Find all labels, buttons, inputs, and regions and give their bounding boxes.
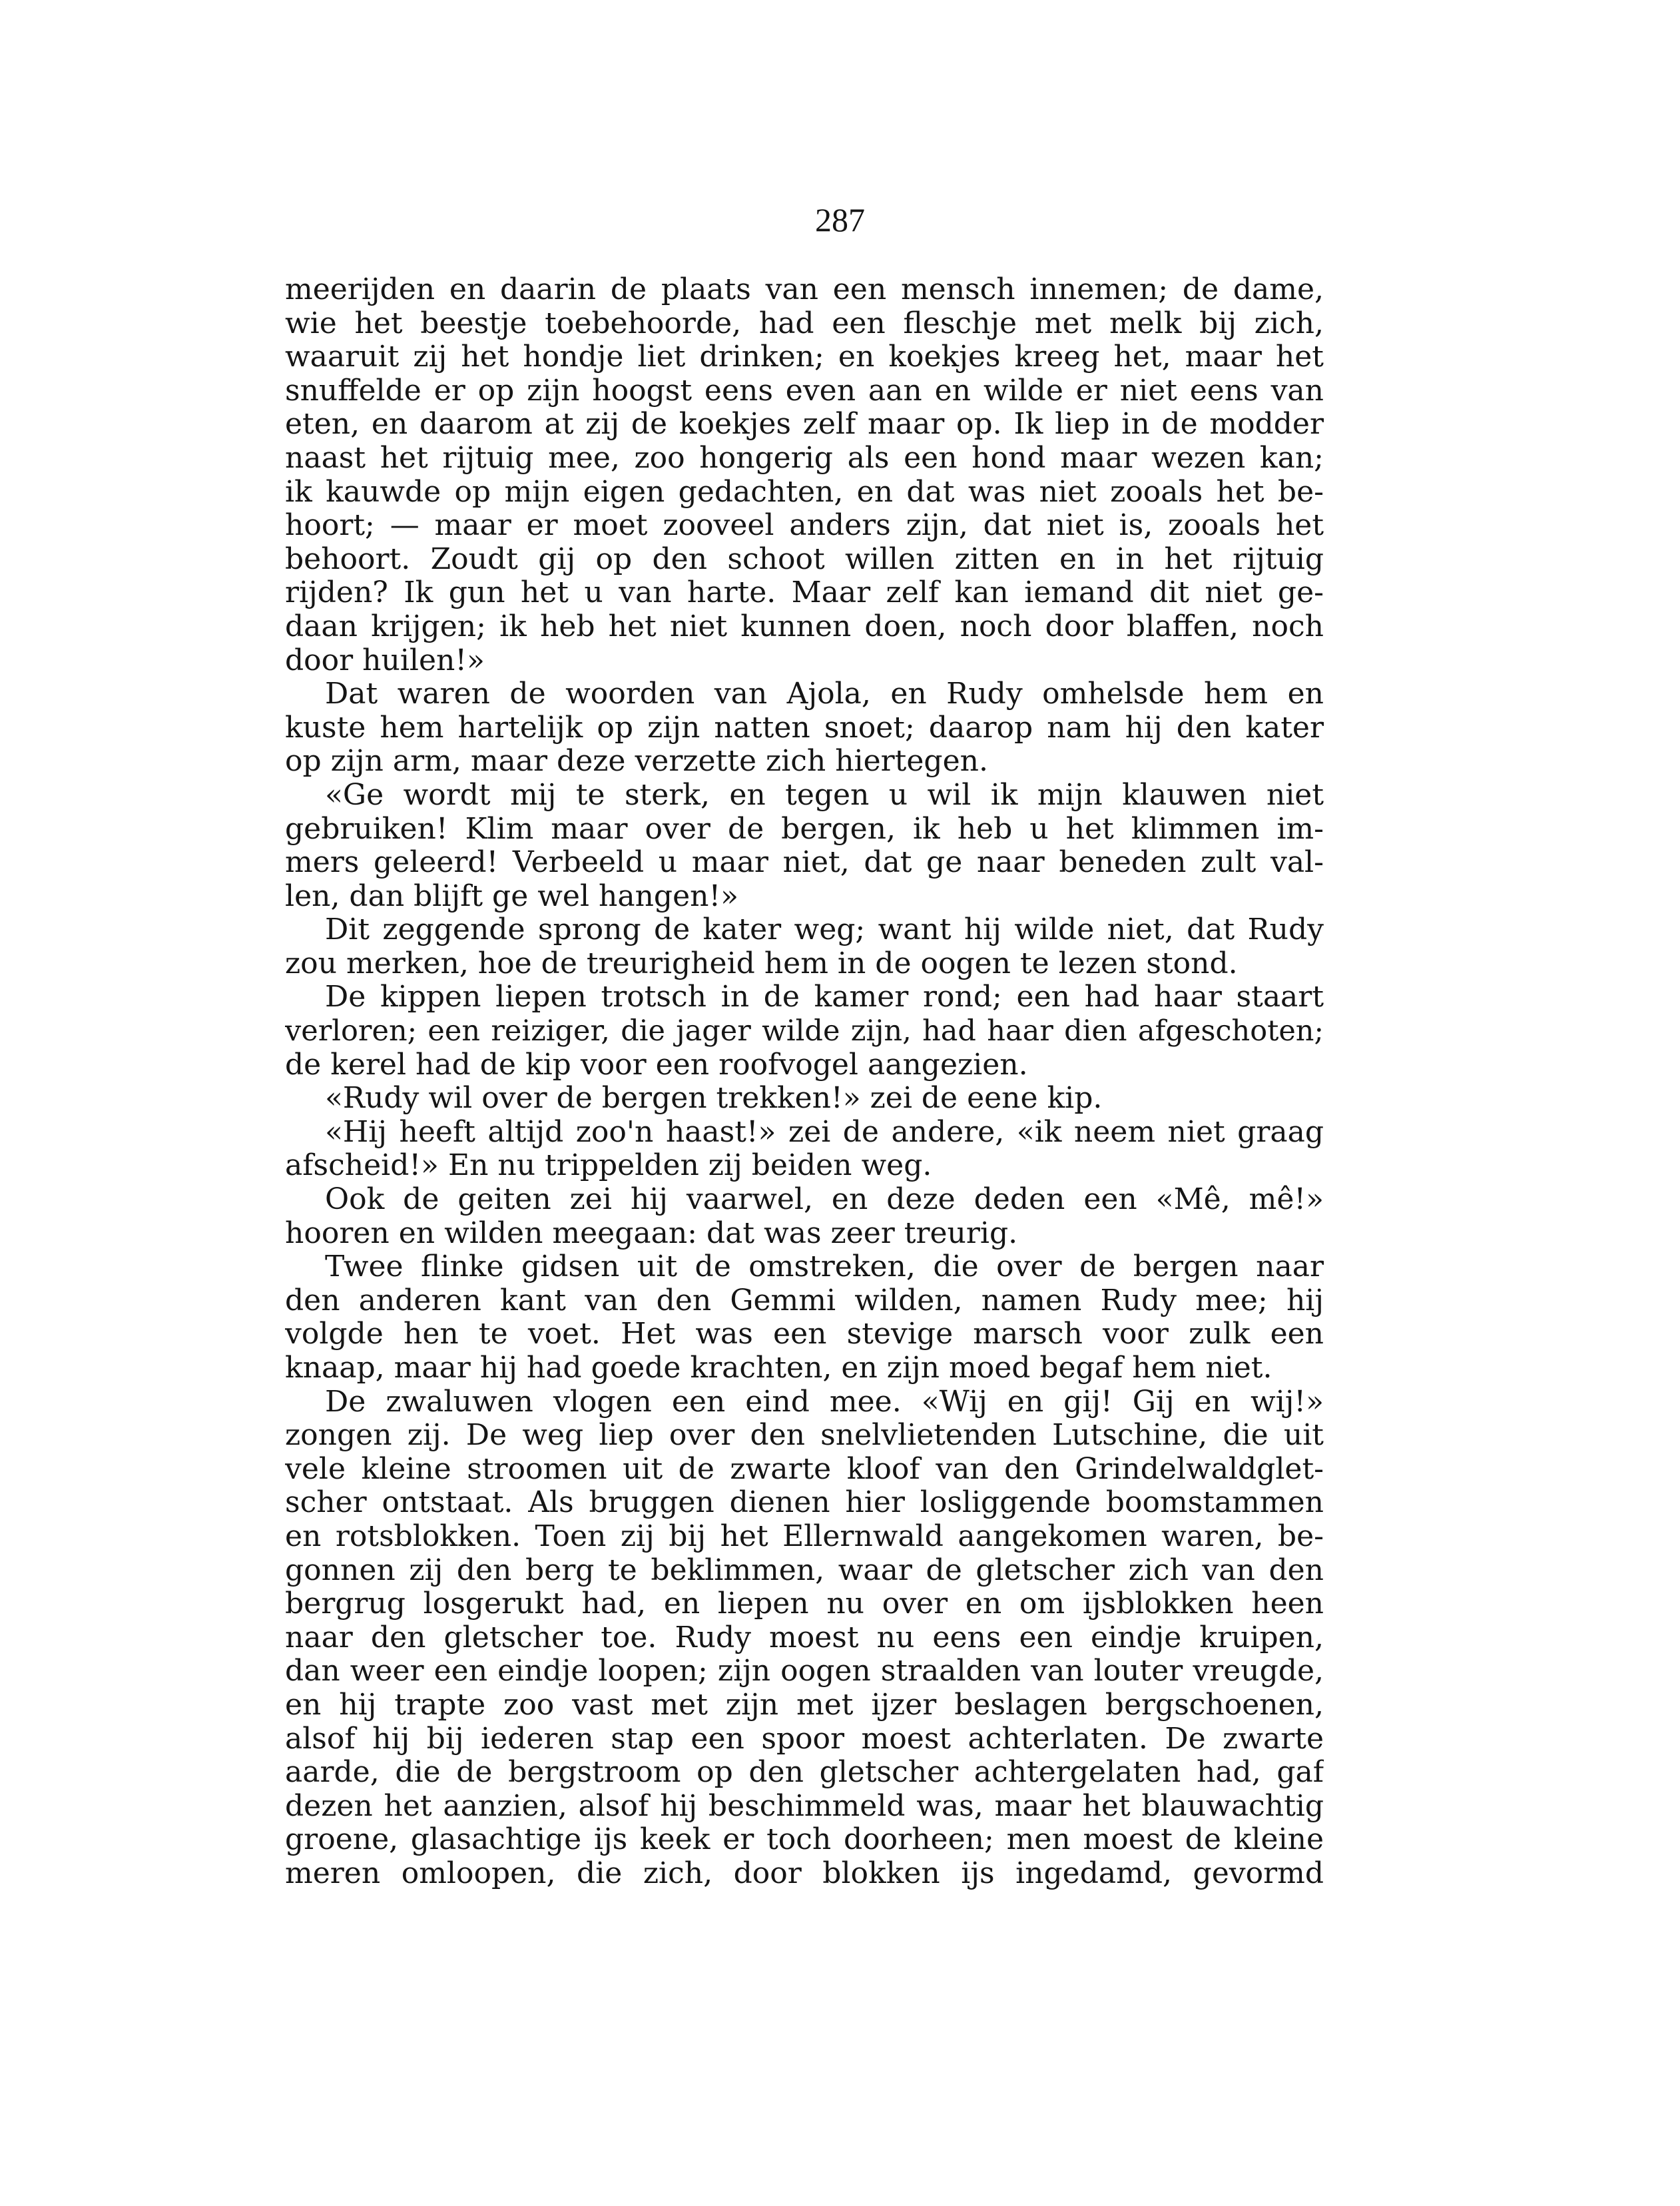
page-number: 287	[815, 201, 865, 238]
text-line: waaruit zij het hondje liet drinken; en koekjes kreeg het, maar het	[285, 340, 1324, 374]
body-text	[285, 273, 1324, 1891]
text-line: dan weer een eindje loopen; zijn oogen straalden van louter vreugde,	[285, 1654, 1324, 1688]
text-line: rijden? Ik gun het u van harte. Maar zelf kan iemand dit niet ge-	[285, 576, 1324, 610]
text-line: «Hij heeft altijd zoo'n haast!» zei de andere, «ik neem niet graag	[325, 1115, 1324, 1149]
text-line: wie het beestje toebehoorde, had een fleschje met melk bij zich,	[285, 306, 1324, 340]
text-line: snuffelde er op zijn hoogst eens even aan en wilde er niet eens van	[285, 374, 1324, 408]
text-line: zou merken, hoe de treurigheid hem in de oogen te lezen stond.	[285, 946, 1238, 980]
text-line: hooren en wilden meegaan: dat was zeer treurig.	[285, 1216, 1018, 1250]
text-line: daan krijgen; ik heb het niet kunnen doen, noch door blaffen, noch	[285, 609, 1324, 643]
text-line: door huilen!»	[285, 643, 485, 677]
text-line: hoort; — maar er moet zooveel anders zijn, dat niet is, zooals het	[285, 509, 1324, 543]
text-line: Twee flinke gidsen uit de omstreken, die over de bergen naar	[325, 1250, 1324, 1284]
text-line: «Ge wordt mij te sterk, en tegen u wil ik mijn klauwen niet	[325, 778, 1324, 812]
text-line: bergrug losgerukt had, en liepen nu over en om ijsblokken heen	[285, 1587, 1324, 1621]
text-line: behoort. Zoudt gij op den schoot willen zitten en in het rijtuig	[285, 542, 1324, 576]
text-line: op zijn arm, maar deze verzette zich hiertegen.	[285, 745, 988, 779]
text-line: alsof hij bij iederen stap een spoor moest achterlaten. De zwarte	[285, 1722, 1324, 1756]
text-line: de kerel had de kip voor een roofvogel aangezien.	[285, 1048, 1028, 1082]
text-line: en rotsblokken. Toen zij bij het Ellernwald aangekomen waren, be-	[285, 1519, 1324, 1553]
text-line: verloren; een reiziger, die jager wilde zijn, had haar dien afgeschoten;	[285, 1014, 1324, 1048]
text-line: Dat waren de woorden van Ajola, en Rudy omhelsde hem en	[325, 677, 1324, 711]
text-line: De kippen liepen trotsch in de kamer rond; een had haar staart	[325, 980, 1324, 1014]
text-line: en hij trapte zoo vast met zijn met ijzer beslagen bergschoenen,	[285, 1688, 1324, 1722]
text-line: dezen het aanzien, alsof hij beschimmeld was, maar het blauwachtig	[285, 1789, 1324, 1823]
text-line: meren omloopen, die zich, door blokken ijs ingedamd, gevormd	[285, 1856, 1324, 1890]
text-line: naar den gletscher toe. Rudy moest nu eens een eindje kruipen,	[285, 1621, 1324, 1654]
text-line: vele kleine stroomen uit de zwarte kloof van den Grindelwaldglet-	[285, 1452, 1324, 1486]
text-line: «Rudy wil over de bergen trekken!» zei de eene kip.	[325, 1082, 1103, 1116]
text-line: groene, glasachtige ijs keek er toch doorheen; men moest de kleine	[285, 1823, 1324, 1857]
text-line: gonnen zij den berg te beklimmen, waar de gletscher zich van den	[285, 1553, 1324, 1587]
text-line: aarde, die de bergstroom op den gletscher achtergelaten had, gaf	[285, 1756, 1324, 1790]
text-line: len, dan blijft ge wel hangen!»	[285, 879, 739, 913]
text-line: naast het rijtuig mee, zoo hongerig als een hond maar wezen kan;	[285, 441, 1324, 475]
text-line: Ook de geiten zei hij vaarwel, en deze deden een «Mê, mê!»	[325, 1183, 1324, 1217]
text-line: gebruiken! Klim maar over de bergen, ik heb u het klimmen im-	[285, 812, 1324, 846]
text-line: zongen zij. De weg liep over den snelvlietenden Lutschine, die uit	[285, 1419, 1324, 1453]
text-line: De zwaluwen vlogen een eind mee. «Wij en gij! Gij en wij!»	[325, 1385, 1324, 1419]
text-line: den anderen kant van den Gemmi wilden, namen Rudy mee; hij	[285, 1284, 1324, 1317]
text-line: kuste hem hartelijk op zijn natten snoet; daarop nam hij den kater	[285, 711, 1324, 745]
text-line: scher ontstaat. Als bruggen dienen hier losliggende boomstammen	[285, 1486, 1324, 1520]
text-line: ik kauwde op mijn eigen gedachten, en dat was niet zooals het be-	[285, 475, 1324, 509]
text-line: afscheid!» En nu trippelden zij beiden weg.	[285, 1149, 932, 1183]
text-line: mers geleerd! Verbeeld u maar niet, dat ge naar beneden zult val-	[285, 846, 1324, 880]
text-line: eten, en daarom at zij de koekjes zelf maar op. Ik liep in de modder	[285, 408, 1324, 442]
text-line: meerijden en daarin de plaats van een mensch innemen; de dame,	[285, 273, 1324, 306]
text-line: volgde hen te voet. Het was een stevige marsch voor zulk een	[285, 1317, 1324, 1351]
text-line: knaap, maar hij had goede krachten, en zijn moed begaf hem niet.	[285, 1351, 1272, 1385]
text-line: Dit zeggende sprong de kater weg; want hij wilde niet, dat Rudy	[325, 913, 1324, 947]
